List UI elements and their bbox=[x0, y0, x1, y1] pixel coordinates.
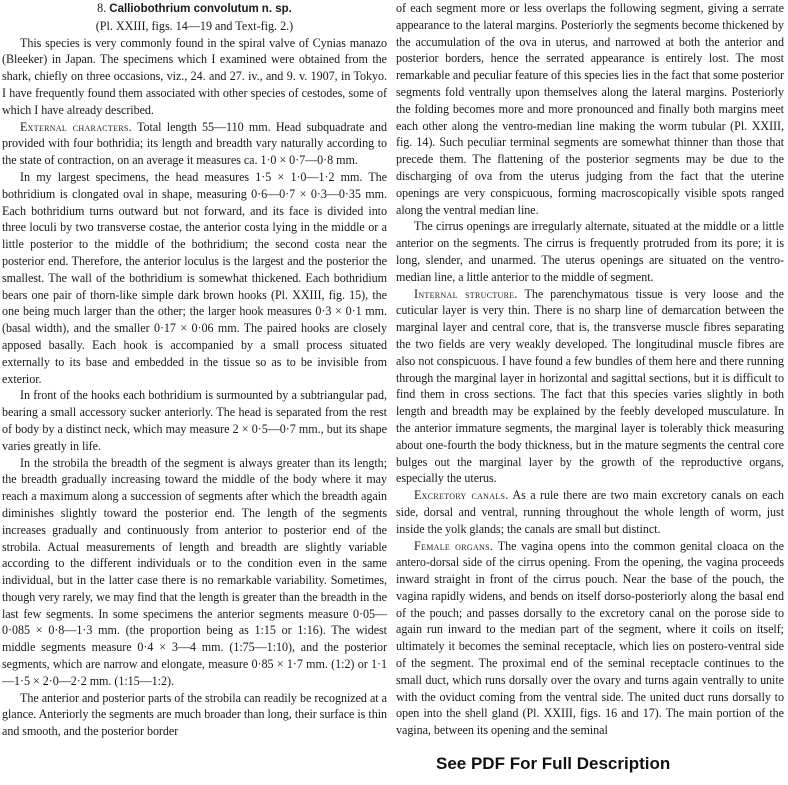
female-organs-heading: Female organs. bbox=[414, 538, 494, 553]
plate-reference: (Pl. XXIII, figs. 14—19 and Text-fig. 2.) bbox=[95, 18, 294, 33]
cirrus-paragraph: The cirrus openings are irregularly alternate, situated at the middle or a little anterior on the segments. The cirrus is frequently protruded from its pore; it is long, slender, and unarmed. The uterus openings are situated on the ventro-median line, a little anterior to the middle of segment. bbox=[396, 219, 784, 284]
species-suffix: n. sp. bbox=[261, 3, 292, 15]
female-organs-text: The vagina opens into the common genital cloaca on the antero-dorsal side of the cirrus opening. From the opening, the vagina proceeds inward straight in front of the cirrus pouch. Near the base of the pouch, the vagina rapidly widens, and bends on itself dorso-posteriorly along the basal end of the pouch; and passes dorsally to the excretory canal on the porose side to again run inward to the median part of the segment, where it coils on itself; ultimately it becomes the seminal receptacle, which lies on postero-ventral side of the segment. The proximal end of the seminal receptacle continues to the small duct, which runs dorsally over the ovary and turns again ventrally to unite with the oviduct coming from the ventral side. The united duct runs dorsally to open into the shell gland (Pl. XXIII, figs. 16 and 17). The main portion of the vagina, between its opening and the seminal bbox=[396, 538, 784, 738]
species-number: 8. bbox=[97, 1, 107, 15]
internal-structure-paragraph bbox=[396, 286, 784, 488]
species-name: Calliobothrium convolutum bbox=[109, 3, 259, 15]
species-header bbox=[2, 0, 387, 18]
strobila-paragraph: In the strobila the breadth of the segment is always greater than its length; the breadth gradually increasing toward the middle of the body where it may reach a maximum along a succession of segments after which the breadth again diminishes slightly toward the posterior end. The length of the segments increases gradually and continuously from anterior to posterior end of the strobila. Actual measurements of length and breadth are slightly variable according to the different individuals or to the condition even in the same individual, but in the latter case there is no remarkable variability. Sometimes, though very rarely, we may find that the length is greater than the breadth in the last few segments. In some specimens the anterior segments measure 0·05—0·085 × 0·8—1·3 mm. (the proportion being as 1:15 or 1:16). The widest middle segments measure 0·4 × 3—4 mm. (1:75—1:10), and the posterior segments, which are narrow and elongate, measure 0·85 × 1·7 mm. (1:2) or 1·1—1·5 × 2·0—2·2 mm. (1:15—1:2). bbox=[2, 455, 387, 688]
external-characters-paragraph bbox=[2, 119, 387, 169]
hooks-paragraph: In front of the hooks each bothridium is surmounted by a subtriangular pad, bearing a small accessory sucker anteriorly. The head is separated from the rest of body by a distinct neck, which may measure 2 × 0·5—0·7 mm., but its shape varies greatly in life. bbox=[2, 388, 387, 453]
internal-structure-text: The parenchymatous tissue is very loose and the cuticular layer is very thin. There is no sharp line of demarcation between the marginal layer and central core, that is, the transverse muscle fibres separating the two fields are very weakly developed. The longitudinal muscle fibres are also not conspicuous. I have found a few bundles of them here and there running through the marginal layer in horizontal and sagittal sections, but it is difficult to find them in cross sections. The fact that this species varies slightly in both length and breadth may be explained by the feebly developed musculature. In the anterior immature segments, the marginal layer is tolerably thick measuring about one-fourth the body thickness, but in the mature segments the central core bulges out the marginal layer by the growth of the reproductive organs, especially the uterus. bbox=[396, 286, 784, 486]
excretory-canals-paragraph bbox=[396, 487, 784, 537]
left-column bbox=[2, 0, 387, 740]
right-column bbox=[396, 0, 784, 739]
female-organs-paragraph bbox=[396, 538, 784, 740]
largest-specimens-paragraph: In my largest specimens, the head measures 1·5 × 1·0—1·2 mm. The bothridium is clongated oval in shape, measuring 0·6—0·7 × 0·3—0·35 mm. Each bothridium turns outward but not forward, and its face is divided into three loculi by two transverse costae, the anterior costa lying in the middle or a little posterior to the middle of the bothridium; the second costa near the posterior end. Therefore, the anterior loculus is the largest and the posterior the smallest. The wall of the bothridium is somewhat thickened. Each bothridium bears one pair of thorn-like simple dark brown hooks (Pl. XXIII, fig. 15), the one being much larger than the other; the larger hook measures 0·3 × 0·1 mm. (basal width), and the smaller 0·17 × 0·06 mm. The paired hooks are closely apposed basally. Each hook is accompanied by a small process situated externally to its base and embedded in the tissue so as to be invisible from exterior. bbox=[2, 169, 387, 386]
see-pdf-notice: See PDF For Full Description bbox=[436, 754, 671, 773]
external-characters-text: Total length 55—110 mm. Head subquadrate and provided with four bothridia; its length and breadth vary naturally according to the state of contraction, on an average it measures ca. 1·0 × 0·7—0·8 mm. bbox=[2, 119, 387, 168]
external-characters-heading: External characters. bbox=[20, 119, 132, 134]
continuation-paragraph: of each segment more or less overlaps the following segment, giving a serrate appearance to the lateral margins. Posteriorly the segments become thickened by the accumulation of the ova in uterus, and narrowed at both the anterior and posterior borders, hence the serrated appearance is entirely lost. The most remarkable and peculiar feature of this species lies in the fact that some posterior segments fold ventrally upon themselves along the lateral margins. Posteriorly the folding becomes more and more pronounced and finally both margins meet each other along the ventro-median line making the worm tubular (Pl. XXIII, fig. 14). Such peculiar terminal segments are somewhat thinner than those that precede them. The flattening of the posterior segments may be due to the discharging of ova from the uterus judging from the fact that the uterine openings are very conspicuous, forming macroscopically visible spots ranged along the ventral median line. bbox=[396, 1, 784, 217]
excretory-canals-heading: Excretory canals. bbox=[414, 488, 509, 503]
intro-paragraph: This species is very commonly found in the spiral valve of Cynias manazo (Bleeker) in Japan. The specimens which I examined were obtained from the shark, chiefly on three occasions, viz., 24. and 27. iv., and 9. v. 1907, in Tokyo. I have frequently found them associated with other species of cestodes, some of which I have already described. bbox=[2, 35, 387, 117]
anterior-posterior-paragraph: The anterior and posterior parts of the strobila can readily be recognized at a glance. Anteriorly the segments are much broader than long, their surface is thin and smooth, and the posterior border bbox=[2, 690, 387, 739]
internal-structure-heading: Internal structure. bbox=[414, 286, 518, 301]
excretory-canals-text: As a rule there are two main excretory canals on each side, dorsal and ventral, running throughout the whole length of worm, just inside the yolk glands; the canals are small but distinct. bbox=[396, 488, 784, 536]
